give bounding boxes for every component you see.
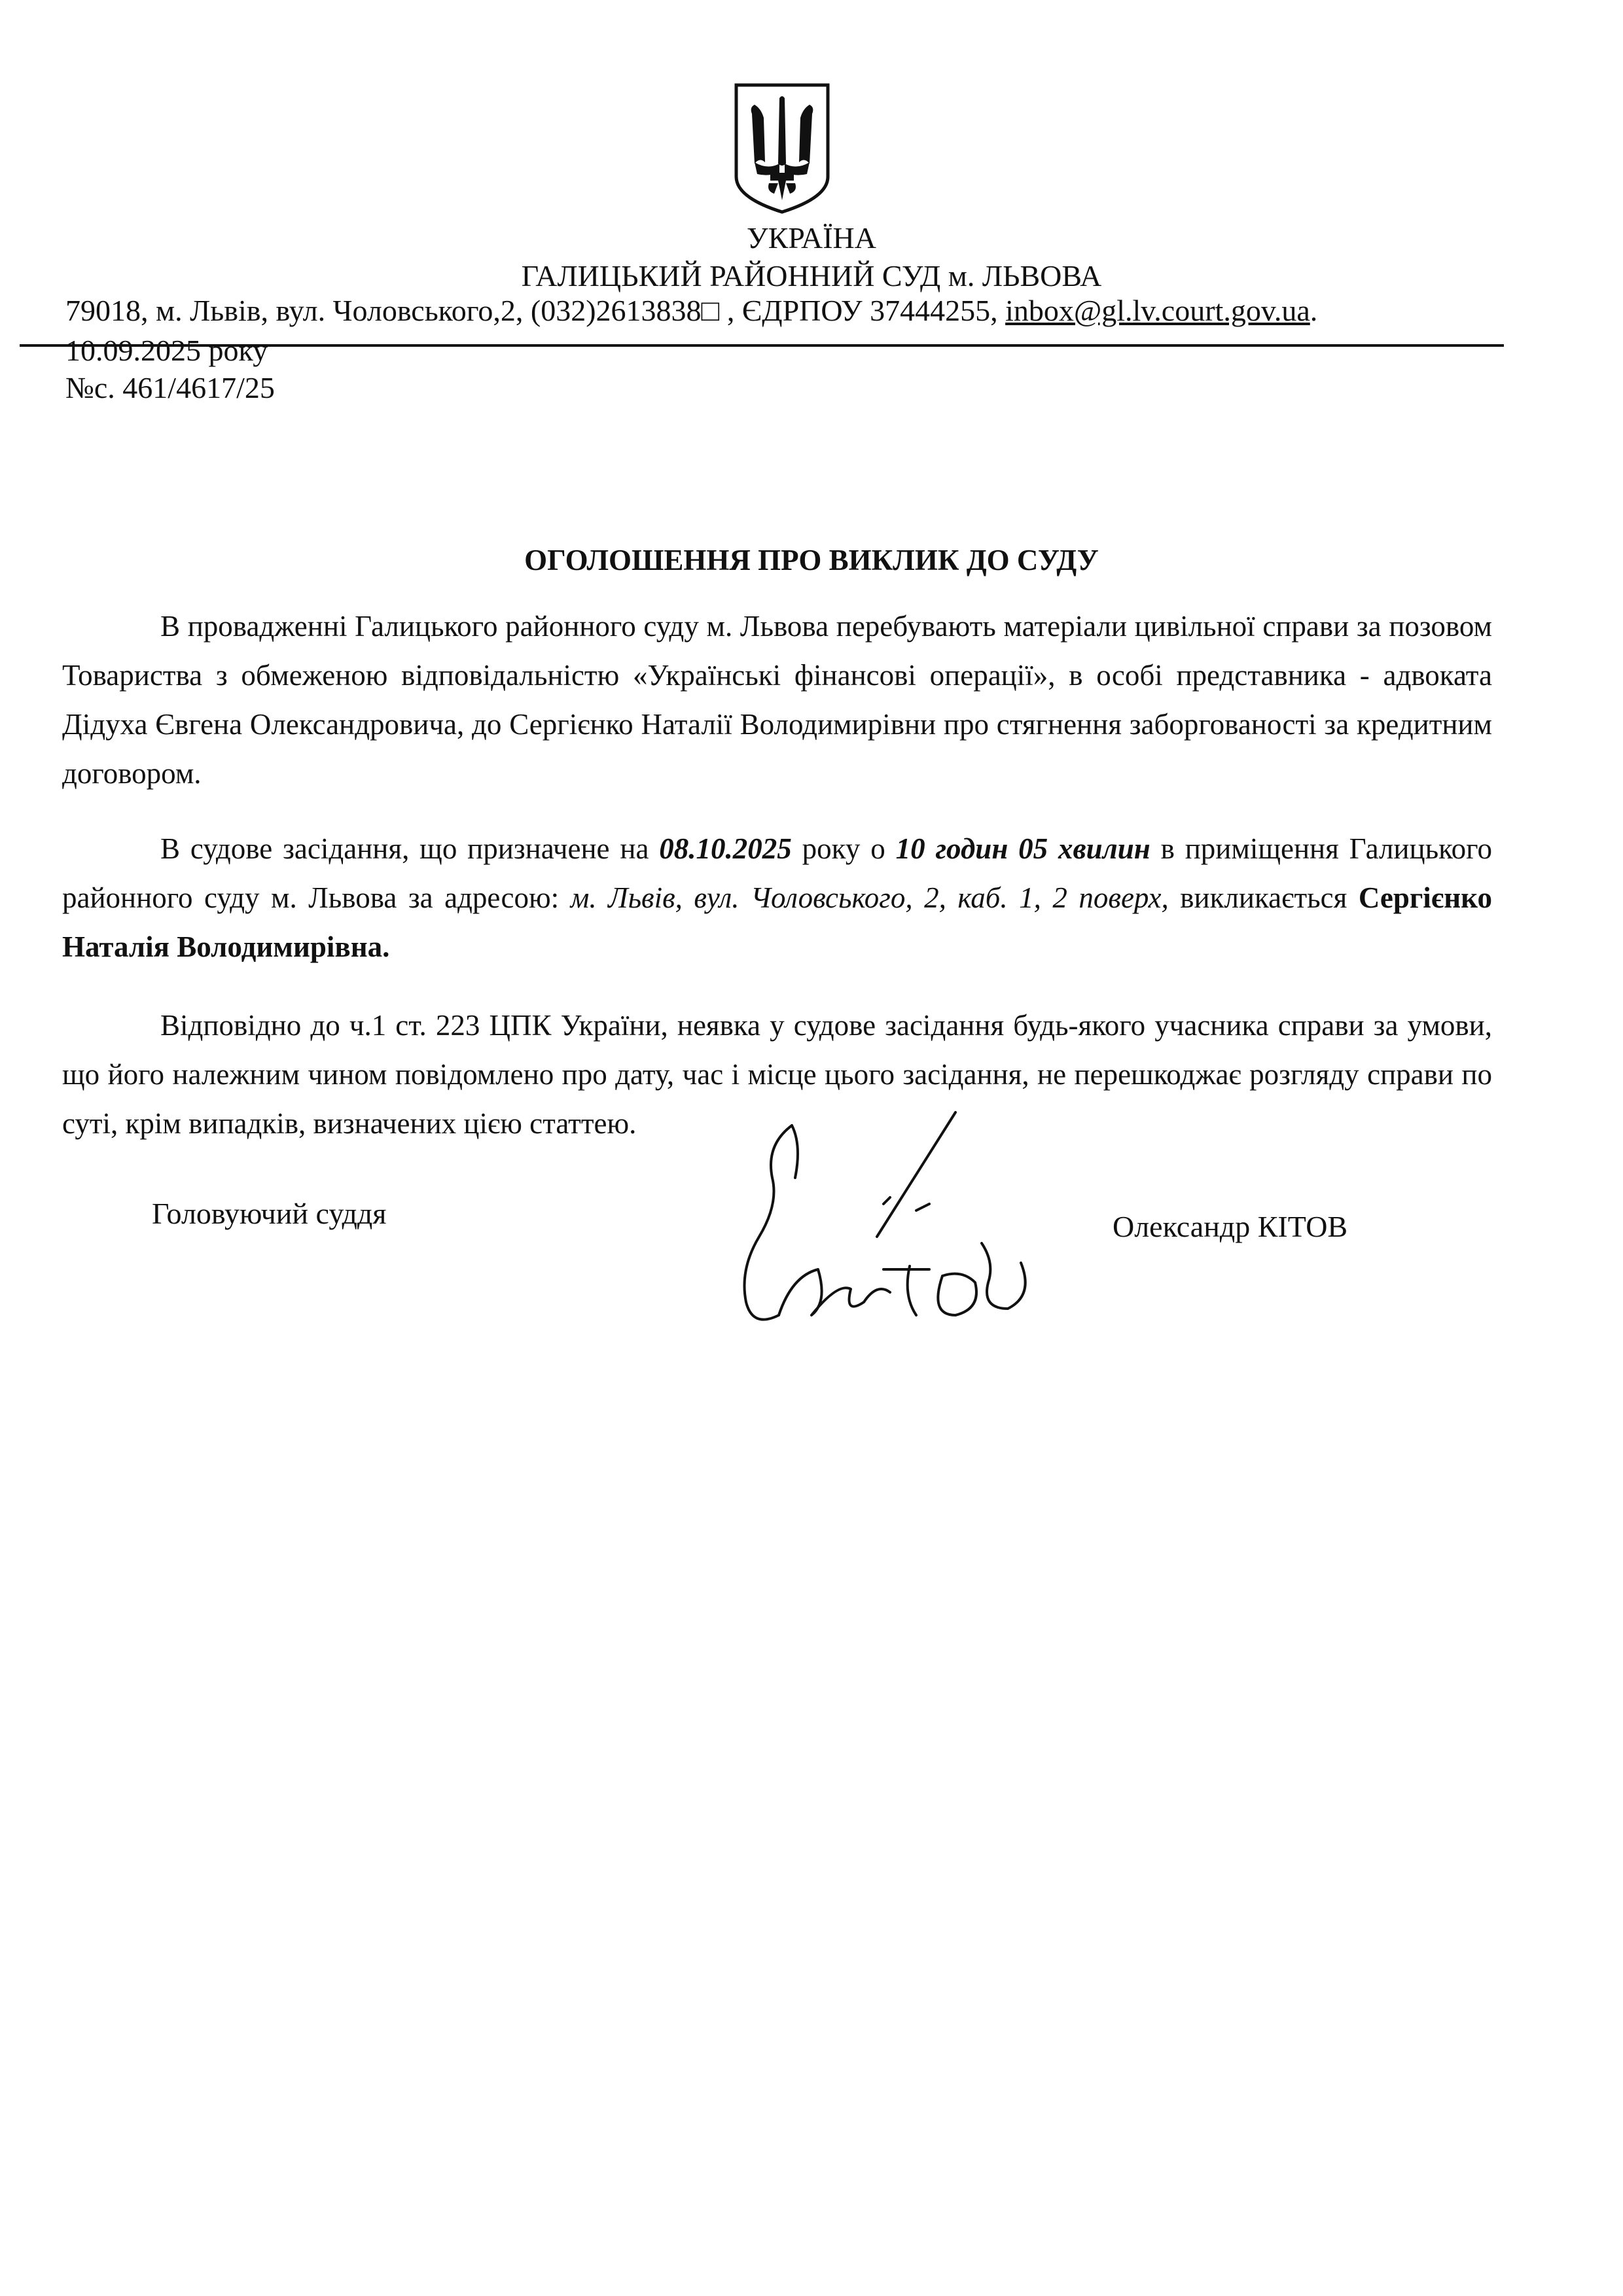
- hearing-address: м. Львів, вул. Чоловського, 2, каб. 1, 2 поверх,: [570, 881, 1169, 914]
- summons-text: року о: [791, 832, 896, 865]
- document-title: ОГОЛОШЕННЯ ПРО ВИКЛИК ДО СУДУ: [524, 544, 1099, 576]
- paragraph-text: В провадженні Галицького районного суду м. Львова перебувають матеріали цивільної справи за позовом Товариства з обмеженою відповідальністю «Українські фінансові операції», в особі представника - адвоката Дідуха Євгена Олександровича, до Сергієнко Наталії Володимирівни про стягнення заборгованості за кредитним договором.: [62, 610, 1492, 790]
- summons-text: в приміщення Галицького районного суду м. Львова за адресою:: [62, 832, 1493, 914]
- paragraph-proceedings: [62, 602, 1492, 798]
- court-address-line: [65, 293, 1505, 328]
- email-link[interactable]: inbox@gl.lv.court.gov.ua: [1005, 294, 1310, 327]
- summons-text: викликається: [1168, 881, 1359, 914]
- signature-icon: [681, 1106, 1047, 1354]
- handwritten-signature: [681, 1106, 1047, 1358]
- coat-of-arms-icon: [728, 79, 836, 219]
- judge-name: Олександр КІТОВ: [1113, 1210, 1348, 1243]
- paragraph-summons: [62, 824, 1492, 972]
- paragraph-text: [62, 824, 1492, 972]
- paragraph-text: Відповідно до ч.1 ст. 223 ЦПК України, неявка у судове засідання будь-якого учасника справи за умови, що його належним чином повідомлено про дату, час і місце цього засідання, не перешкоджає розгляду справи по суті, крім випадків, визначених цією статтею.: [62, 1009, 1492, 1140]
- document-date: 10.09.2025 року: [65, 334, 268, 367]
- hearing-time: 10 годин 05 хвилин: [895, 832, 1150, 865]
- court-name-heading: ГАЛИЦЬКИЙ РАЙОННИЙ СУД м. ЛЬВОВА: [521, 259, 1102, 292]
- address-suffix: .: [1310, 294, 1318, 327]
- summons-text: В судове засідання, що призначене на: [160, 832, 660, 865]
- summoned-person: Сергієнко Наталія Володимирівна.: [62, 881, 1493, 963]
- country-heading: УКРАЇНА: [747, 221, 876, 255]
- hearing-date: 08.10.2025: [659, 832, 792, 865]
- case-number: №с. 461/4617/25: [65, 371, 275, 404]
- judge-role: Головуючий суддя: [152, 1197, 387, 1230]
- address-text: 79018, м. Львів, вул. Чоловського,2, (032)2613838□ , ЄДРПОУ 37444255,: [65, 294, 1006, 327]
